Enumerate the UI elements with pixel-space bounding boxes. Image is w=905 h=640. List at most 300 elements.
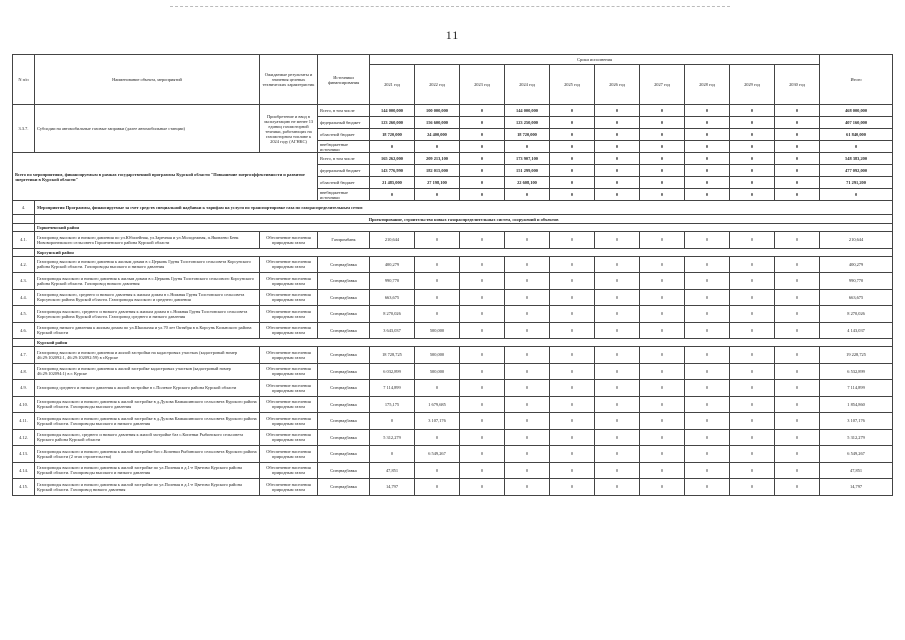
item-no: 4.7. bbox=[13, 347, 35, 364]
value-cell: 156 600,000 bbox=[415, 117, 460, 129]
item-name: Газопровод высокого и низкого давления к жилой застройке кадастровых участков (кадастровый номер 46:29:102094:1) в г. Курске bbox=[35, 363, 260, 380]
value-cell: 0 bbox=[730, 117, 775, 129]
total-cell: 7 114,899 bbox=[820, 380, 893, 397]
empty-cell bbox=[13, 339, 35, 347]
value-cell: 123 250,000 bbox=[505, 117, 550, 129]
value-cell: 0 bbox=[595, 256, 640, 273]
value-cell: 0 bbox=[460, 479, 505, 496]
source-cell: федеральный бюджет bbox=[318, 165, 370, 177]
value-cell: 0 bbox=[595, 446, 640, 463]
value-cell: 0 bbox=[505, 322, 550, 339]
value-cell: 0 bbox=[460, 273, 505, 290]
value-cell: 0 bbox=[685, 117, 730, 129]
value-cell: 0 bbox=[460, 141, 505, 153]
value-cell: 0 bbox=[415, 462, 460, 479]
item-no: 4.8. bbox=[13, 363, 35, 380]
total-cell: 61 840,000 bbox=[820, 129, 893, 141]
value-cell: 21 485,000 bbox=[370, 177, 415, 189]
value-cell: 209 213,100 bbox=[415, 153, 460, 165]
value-cell: 0 bbox=[640, 446, 685, 463]
value-cell: 0 bbox=[460, 413, 505, 430]
total-cell: 6 532,899 bbox=[820, 363, 893, 380]
value-cell: 0 bbox=[685, 141, 730, 153]
value-cell: 144 000,000 bbox=[370, 105, 415, 117]
value-cell: 0 bbox=[460, 177, 505, 189]
district-name: Курский район bbox=[35, 339, 893, 347]
value-cell: 175,175 bbox=[370, 396, 415, 413]
district-name: Горшеченский район bbox=[35, 224, 893, 232]
header-row bbox=[13, 55, 893, 65]
value-cell: 0 bbox=[730, 153, 775, 165]
header-year: 2023 год bbox=[460, 65, 505, 105]
item-row bbox=[13, 446, 893, 463]
value-cell: 0 bbox=[595, 129, 640, 141]
item-name: Газопровод высокого и низкого давления к жилым домам в с.Церковь Груня Толстовского сельсовета Корсунского района Курской области. Газопроводы высокого и низкого давления bbox=[35, 256, 260, 273]
header-year: 2024 год bbox=[505, 65, 550, 105]
header-period-group: Сроки исполнения bbox=[370, 55, 820, 65]
header-year: 2022 год bbox=[415, 65, 460, 105]
value-cell: 0 bbox=[685, 396, 730, 413]
item-indicator: Обеспечение населения природным газом bbox=[260, 232, 318, 249]
value-cell: 0 bbox=[730, 462, 775, 479]
value-cell: 0 bbox=[415, 429, 460, 446]
total-cell: 5 312,279 bbox=[820, 429, 893, 446]
section4-no: 4. bbox=[13, 201, 35, 215]
value-cell: 0 bbox=[595, 429, 640, 446]
item-row bbox=[13, 232, 893, 249]
item-indicator: Обеспечение населения природным газом bbox=[260, 347, 318, 364]
value-cell: 0 bbox=[730, 446, 775, 463]
value-cell: 0 bbox=[595, 232, 640, 249]
value-cell: 0 bbox=[460, 117, 505, 129]
item-name: Газопровод низкого давления к жилым домам по ул.Школьная и ул.70 лет Октября в п.Корсунь Кольнского района Курской области bbox=[35, 322, 260, 339]
value-cell: 0 bbox=[730, 129, 775, 141]
item-row bbox=[13, 289, 893, 306]
value-cell: 0 bbox=[550, 380, 595, 397]
total-cell: 407 160,000 bbox=[820, 117, 893, 129]
value-cell: 500,000 bbox=[415, 363, 460, 380]
value-cell: 0 bbox=[505, 380, 550, 397]
item-name: Газопровод высокого, среднего и низкого давления к жилым домам в с.Нижняя Груня Толстовского сельсовета Корсунского района Курской области. Газопроводы высокого и среднего давления bbox=[35, 289, 260, 306]
value-cell: 0 bbox=[640, 232, 685, 249]
value-cell: 182 015,000 bbox=[415, 165, 460, 177]
item-name: Газопровод высокого и низкого давления по ул.Юбилейная, ул.Заречная и ул.Молодежная, п.Яковлево Бенк Нововоронежского сельсовета Горшеченского района Курской области bbox=[35, 232, 260, 249]
value-cell: 0 bbox=[730, 105, 775, 117]
value-cell: 0 bbox=[550, 396, 595, 413]
value-cell: 0 bbox=[415, 256, 460, 273]
value-cell: 0 bbox=[730, 141, 775, 153]
value-cell: 0 bbox=[595, 189, 640, 201]
page-number: 11 bbox=[445, 28, 460, 42]
value-cell: 0 bbox=[640, 105, 685, 117]
header-source: Источники финансирования bbox=[318, 55, 370, 105]
section4-subtitle: Проектирование, строительство новых газораспределительных систем, сооружений и объектов bbox=[35, 215, 893, 224]
value-cell: 0 bbox=[415, 289, 460, 306]
item-indicator: Обеспечение населения природным газом bbox=[260, 446, 318, 463]
value-cell: 0 bbox=[595, 153, 640, 165]
value-cell: 0 bbox=[640, 129, 685, 141]
value-cell: 0 bbox=[415, 306, 460, 323]
total-cell: 210,644 bbox=[820, 232, 893, 249]
item-indicator: Обеспечение населения природным газом bbox=[260, 462, 318, 479]
value-cell: 0 bbox=[505, 256, 550, 273]
value-cell: 0 bbox=[370, 413, 415, 430]
header-year: 2029 год bbox=[730, 65, 775, 105]
item-indicator: Обеспечение населения природным газом bbox=[260, 273, 318, 290]
value-cell: 0 bbox=[685, 129, 730, 141]
value-cell: 0 bbox=[550, 306, 595, 323]
value-cell: 0 bbox=[685, 479, 730, 496]
value-cell: 0 bbox=[550, 153, 595, 165]
source-cell: Всего, в том числе bbox=[318, 105, 370, 117]
value-cell: 0 bbox=[595, 306, 640, 323]
item-source: Спецнадбавка bbox=[318, 396, 370, 413]
section4-title: Мероприятия Программы, финансируемые за счет средств специальной надбавки к тарифам на услуги по транспортировке газа по газораспределительным сетям bbox=[35, 201, 893, 215]
value-cell: 0 bbox=[370, 189, 415, 201]
value-cell: 0 bbox=[730, 232, 775, 249]
item-row bbox=[13, 429, 893, 446]
header-year: 2026 год bbox=[595, 65, 640, 105]
block337-name: Субсидии на автомобильные газовые заправки (далее автомобильные станции) bbox=[35, 105, 260, 153]
value-cell: 0 bbox=[460, 256, 505, 273]
empty-cell bbox=[13, 248, 35, 256]
value-cell: 0 bbox=[415, 232, 460, 249]
value-cell: 0 bbox=[595, 396, 640, 413]
value-cell: 0 bbox=[730, 380, 775, 397]
value-cell: 0 bbox=[640, 153, 685, 165]
value-cell: 0 bbox=[775, 189, 820, 201]
value-cell: 0 bbox=[640, 306, 685, 323]
item-source: Спецнадбавка bbox=[318, 479, 370, 496]
value-cell: 0 bbox=[505, 396, 550, 413]
value-cell: 0 bbox=[370, 141, 415, 153]
value-cell: 0 bbox=[640, 289, 685, 306]
value-cell: 0 bbox=[640, 380, 685, 397]
value-cell: 0 bbox=[505, 479, 550, 496]
value-cell: 0 bbox=[550, 429, 595, 446]
total-cell: 548 383,200 bbox=[820, 153, 893, 165]
value-cell: 0 bbox=[730, 413, 775, 430]
value-cell: 0 bbox=[550, 256, 595, 273]
total-cell: 19 228,725 bbox=[820, 347, 893, 364]
value-cell: 0 bbox=[775, 446, 820, 463]
value-cell: 18 720,000 bbox=[370, 129, 415, 141]
item-source: Спецнадбавка bbox=[318, 462, 370, 479]
value-cell: 6 549,267 bbox=[415, 446, 460, 463]
item-source: Спецнадбавка bbox=[318, 289, 370, 306]
value-cell: 0 bbox=[505, 189, 550, 201]
item-indicator: Обеспечение населения природным газом bbox=[260, 413, 318, 430]
value-cell: 0 bbox=[685, 105, 730, 117]
value-cell: 0 bbox=[460, 446, 505, 463]
value-cell: 0 bbox=[730, 189, 775, 201]
header-year: 2027 год bbox=[640, 65, 685, 105]
item-source: Спецнадбавка bbox=[318, 413, 370, 430]
value-cell: 0 bbox=[685, 429, 730, 446]
value-cell: 0 bbox=[685, 153, 730, 165]
value-cell: 0 bbox=[460, 105, 505, 117]
value-cell: 0 bbox=[775, 232, 820, 249]
value-cell: 0 bbox=[370, 446, 415, 463]
district-row bbox=[13, 339, 893, 347]
item-indicator: Обеспечение населения природным газом bbox=[260, 396, 318, 413]
total-cell: 0 bbox=[820, 189, 893, 201]
value-cell: 0 bbox=[640, 273, 685, 290]
value-cell: 5 312,279 bbox=[370, 429, 415, 446]
value-cell: 0 bbox=[595, 289, 640, 306]
block337-row bbox=[13, 105, 893, 117]
source-cell: внебюджетные источники bbox=[318, 189, 370, 201]
total-cell: 663,675 bbox=[820, 289, 893, 306]
item-no: 4.11. bbox=[13, 413, 35, 430]
value-cell: 0 bbox=[460, 322, 505, 339]
value-cell: 0 bbox=[775, 105, 820, 117]
value-cell: 0 bbox=[640, 396, 685, 413]
value-cell: 0 bbox=[460, 462, 505, 479]
value-cell: 0 bbox=[550, 105, 595, 117]
item-row bbox=[13, 273, 893, 290]
value-cell: 1 679,685 bbox=[415, 396, 460, 413]
value-cell: 0 bbox=[595, 413, 640, 430]
value-cell: 22 608,100 bbox=[505, 177, 550, 189]
item-no: 4.14. bbox=[13, 462, 35, 479]
value-cell: 0 bbox=[730, 363, 775, 380]
value-cell: 0 bbox=[730, 256, 775, 273]
total-cell: 477 092,000 bbox=[820, 165, 893, 177]
value-cell: 100 000,000 bbox=[415, 105, 460, 117]
value-cell: 0 bbox=[730, 322, 775, 339]
value-cell: 27 198,100 bbox=[415, 177, 460, 189]
value-cell: 0 bbox=[505, 462, 550, 479]
item-name: Газопроводы высокого, среднего и низкого давления к жилой застройке баз с.Копенки Рыбинского сельсовета Курского района Курской области bbox=[35, 429, 260, 446]
value-cell: 400,279 bbox=[370, 256, 415, 273]
value-cell: 0 bbox=[775, 347, 820, 364]
value-cell: 0 bbox=[550, 273, 595, 290]
item-source: Спецнадбавка bbox=[318, 429, 370, 446]
value-cell: 0 bbox=[685, 289, 730, 306]
header-no: N п/п bbox=[13, 55, 35, 105]
value-cell: 0 bbox=[775, 129, 820, 141]
value-cell: 0 bbox=[730, 306, 775, 323]
value-cell: 0 bbox=[415, 479, 460, 496]
item-name: Газопроводы высокого и низкого давления к жилой застройке в д.Духова Камышинского сельсовета Курского района Курской области. Газопроводы высокого и низкого давления bbox=[35, 413, 260, 430]
item-source: Спецнадбавка bbox=[318, 273, 370, 290]
item-row bbox=[13, 306, 893, 323]
totals-row bbox=[13, 153, 893, 165]
value-cell: 144 000,000 bbox=[505, 105, 550, 117]
value-cell: 18 728,725 bbox=[370, 347, 415, 364]
value-cell: 0 bbox=[640, 479, 685, 496]
value-cell: 0 bbox=[550, 189, 595, 201]
value-cell: 0 bbox=[640, 363, 685, 380]
item-name: Газопроводы высокого и низкого давления к жилым домам в с.Церковь Груня Толстовского сельсового Корсунского района Курской области. Газопровод низкого давления bbox=[35, 273, 260, 290]
value-cell: 0 bbox=[640, 413, 685, 430]
item-indicator: Обеспечение населения природным газом bbox=[260, 306, 318, 323]
header-year: 2028 год bbox=[685, 65, 730, 105]
header-year: 2021 год bbox=[370, 65, 415, 105]
item-no: 4.4. bbox=[13, 289, 35, 306]
value-cell: 0 bbox=[550, 141, 595, 153]
source-cell: внебюджетные источники bbox=[318, 141, 370, 153]
top-scan-line bbox=[170, 6, 730, 7]
item-source: Спецнадбавка bbox=[318, 256, 370, 273]
value-cell: 0 bbox=[775, 165, 820, 177]
item-row bbox=[13, 380, 893, 397]
value-cell: 0 bbox=[640, 429, 685, 446]
value-cell: 0 bbox=[460, 189, 505, 201]
value-cell: 0 bbox=[775, 322, 820, 339]
item-name: Газопровод высокого и низкого давления и жилой застройки на кадастровых участках (кадастровый номер 46:29:102092:1, 46:29:102092:59) в г.Курске bbox=[35, 347, 260, 364]
value-cell: 0 bbox=[415, 141, 460, 153]
value-cell: 24 400,000 bbox=[415, 129, 460, 141]
item-row bbox=[13, 256, 893, 273]
value-cell: 0 bbox=[730, 273, 775, 290]
value-cell: 0 bbox=[685, 273, 730, 290]
value-cell: 0 bbox=[460, 306, 505, 323]
value-cell: 0 bbox=[460, 165, 505, 177]
value-cell: 0 bbox=[505, 429, 550, 446]
value-cell: 0 bbox=[550, 363, 595, 380]
value-cell: 0 bbox=[460, 363, 505, 380]
item-name: Газопроводы высокого и низкого давления к жилой застройке в д.Духова Камышинского сельсовета Курского района Курской области. Газопроводы высокого давления bbox=[35, 396, 260, 413]
value-cell: 500,000 bbox=[415, 347, 460, 364]
value-cell: 0 bbox=[460, 289, 505, 306]
value-cell: 210,644 bbox=[370, 232, 415, 249]
item-source: Спецнадбавка bbox=[318, 322, 370, 339]
item-row bbox=[13, 413, 893, 430]
item-name: Газопровод среднего и низкого давления к жилой застройке в с.Полевое Курского района Курской области bbox=[35, 380, 260, 397]
value-cell: 0 bbox=[775, 380, 820, 397]
value-cell: 143 776,990 bbox=[370, 165, 415, 177]
total-cell: 8 270,026 bbox=[820, 306, 893, 323]
value-cell: 0 bbox=[775, 117, 820, 129]
value-cell: 0 bbox=[505, 232, 550, 249]
value-cell: 0 bbox=[595, 347, 640, 364]
item-source: Спецнадбавка bbox=[318, 363, 370, 380]
value-cell: 0 bbox=[550, 479, 595, 496]
value-cell: 0 bbox=[685, 165, 730, 177]
item-source: Спецнадбавка bbox=[318, 446, 370, 463]
item-no: 4.2. bbox=[13, 256, 35, 273]
item-no: 4.6. bbox=[13, 322, 35, 339]
item-no: 4.12. bbox=[13, 429, 35, 446]
value-cell: 0 bbox=[460, 429, 505, 446]
header-name: Наименование объекта, мероприятий bbox=[35, 55, 260, 105]
program-table bbox=[12, 54, 893, 496]
item-indicator: Обеспечение населения природным газом bbox=[260, 363, 318, 380]
district-name: Корсунский район bbox=[35, 248, 893, 256]
total-cell: 1 854,860 bbox=[820, 396, 893, 413]
value-cell: 0 bbox=[775, 479, 820, 496]
value-cell: 151 299,000 bbox=[505, 165, 550, 177]
value-cell: 0 bbox=[775, 273, 820, 290]
value-cell: 0 bbox=[640, 322, 685, 339]
value-cell: 0 bbox=[550, 232, 595, 249]
item-name: Газопроводы высокого и низкого давления к жилой застройке по ул.Полевая в д.1-е Цветово Курского района Курской области. Газопровод низкого давления bbox=[35, 479, 260, 496]
section4-subtitle-row bbox=[13, 215, 893, 224]
value-cell: 0 bbox=[640, 189, 685, 201]
source-cell: федеральный бюджет bbox=[318, 117, 370, 129]
value-cell: 0 bbox=[460, 232, 505, 249]
value-cell: 0 bbox=[775, 256, 820, 273]
total-cell: 990,770 bbox=[820, 273, 893, 290]
value-cell: 165 262,000 bbox=[370, 153, 415, 165]
value-cell: 0 bbox=[775, 153, 820, 165]
value-cell: 0 bbox=[685, 413, 730, 430]
value-cell: 0 bbox=[640, 256, 685, 273]
value-cell: 173 907,100 bbox=[505, 153, 550, 165]
value-cell: 3 643,037 bbox=[370, 322, 415, 339]
empty-cell bbox=[13, 224, 35, 232]
value-cell: 0 bbox=[460, 396, 505, 413]
value-cell: 7 114,899 bbox=[370, 380, 415, 397]
block337-no: 3.3.7. bbox=[13, 105, 35, 153]
item-indicator: Обеспечение населения природным газом bbox=[260, 256, 318, 273]
value-cell: 0 bbox=[640, 165, 685, 177]
item-source: Спецнадбавка bbox=[318, 347, 370, 364]
value-cell: 0 bbox=[730, 289, 775, 306]
item-row bbox=[13, 396, 893, 413]
value-cell: 0 bbox=[550, 413, 595, 430]
value-cell: 0 bbox=[595, 177, 640, 189]
value-cell: 0 bbox=[550, 129, 595, 141]
value-cell: 0 bbox=[775, 429, 820, 446]
item-source: Спецнадбавка bbox=[318, 380, 370, 397]
item-no: 4.5. bbox=[13, 306, 35, 323]
item-row bbox=[13, 347, 893, 364]
value-cell: 0 bbox=[550, 462, 595, 479]
value-cell: 0 bbox=[775, 306, 820, 323]
value-cell: 0 bbox=[460, 347, 505, 364]
value-cell: 0 bbox=[595, 141, 640, 153]
value-cell: 0 bbox=[550, 446, 595, 463]
total-cell: 71 291,200 bbox=[820, 177, 893, 189]
value-cell: 0 bbox=[415, 380, 460, 397]
value-cell: 0 bbox=[595, 462, 640, 479]
value-cell: 0 bbox=[775, 141, 820, 153]
section4-row bbox=[13, 201, 893, 215]
value-cell: 0 bbox=[550, 347, 595, 364]
value-cell: 0 bbox=[730, 479, 775, 496]
value-cell: 0 bbox=[595, 363, 640, 380]
value-cell: 0 bbox=[685, 446, 730, 463]
value-cell: 0 bbox=[640, 141, 685, 153]
value-cell: 0 bbox=[595, 273, 640, 290]
item-no: 4.13. bbox=[13, 446, 35, 463]
value-cell: 0 bbox=[730, 177, 775, 189]
value-cell: 0 bbox=[505, 306, 550, 323]
value-cell: 0 bbox=[595, 117, 640, 129]
value-cell: 0 bbox=[460, 153, 505, 165]
value-cell: 0 bbox=[685, 232, 730, 249]
total-cell: 0 bbox=[820, 141, 893, 153]
total-cell: 4 143,037 bbox=[820, 322, 893, 339]
value-cell: 0 bbox=[505, 141, 550, 153]
total-cell: 6 549,267 bbox=[820, 446, 893, 463]
value-cell: 0 bbox=[505, 363, 550, 380]
item-row bbox=[13, 462, 893, 479]
value-cell: 0 bbox=[685, 380, 730, 397]
totals-name: Всего по мероприятиям, финансируемым в рамках государственной программы Курской области "Повышение энергоэффективности и развитие энергетики в Курской области" bbox=[13, 153, 318, 201]
item-no: 4.9. bbox=[13, 380, 35, 397]
value-cell: 0 bbox=[775, 462, 820, 479]
value-cell: 0 bbox=[415, 189, 460, 201]
value-cell: 0 bbox=[595, 322, 640, 339]
total-cell: 47,851 bbox=[820, 462, 893, 479]
value-cell: 0 bbox=[685, 347, 730, 364]
value-cell: 0 bbox=[505, 446, 550, 463]
item-no: 4.3. bbox=[13, 273, 35, 290]
